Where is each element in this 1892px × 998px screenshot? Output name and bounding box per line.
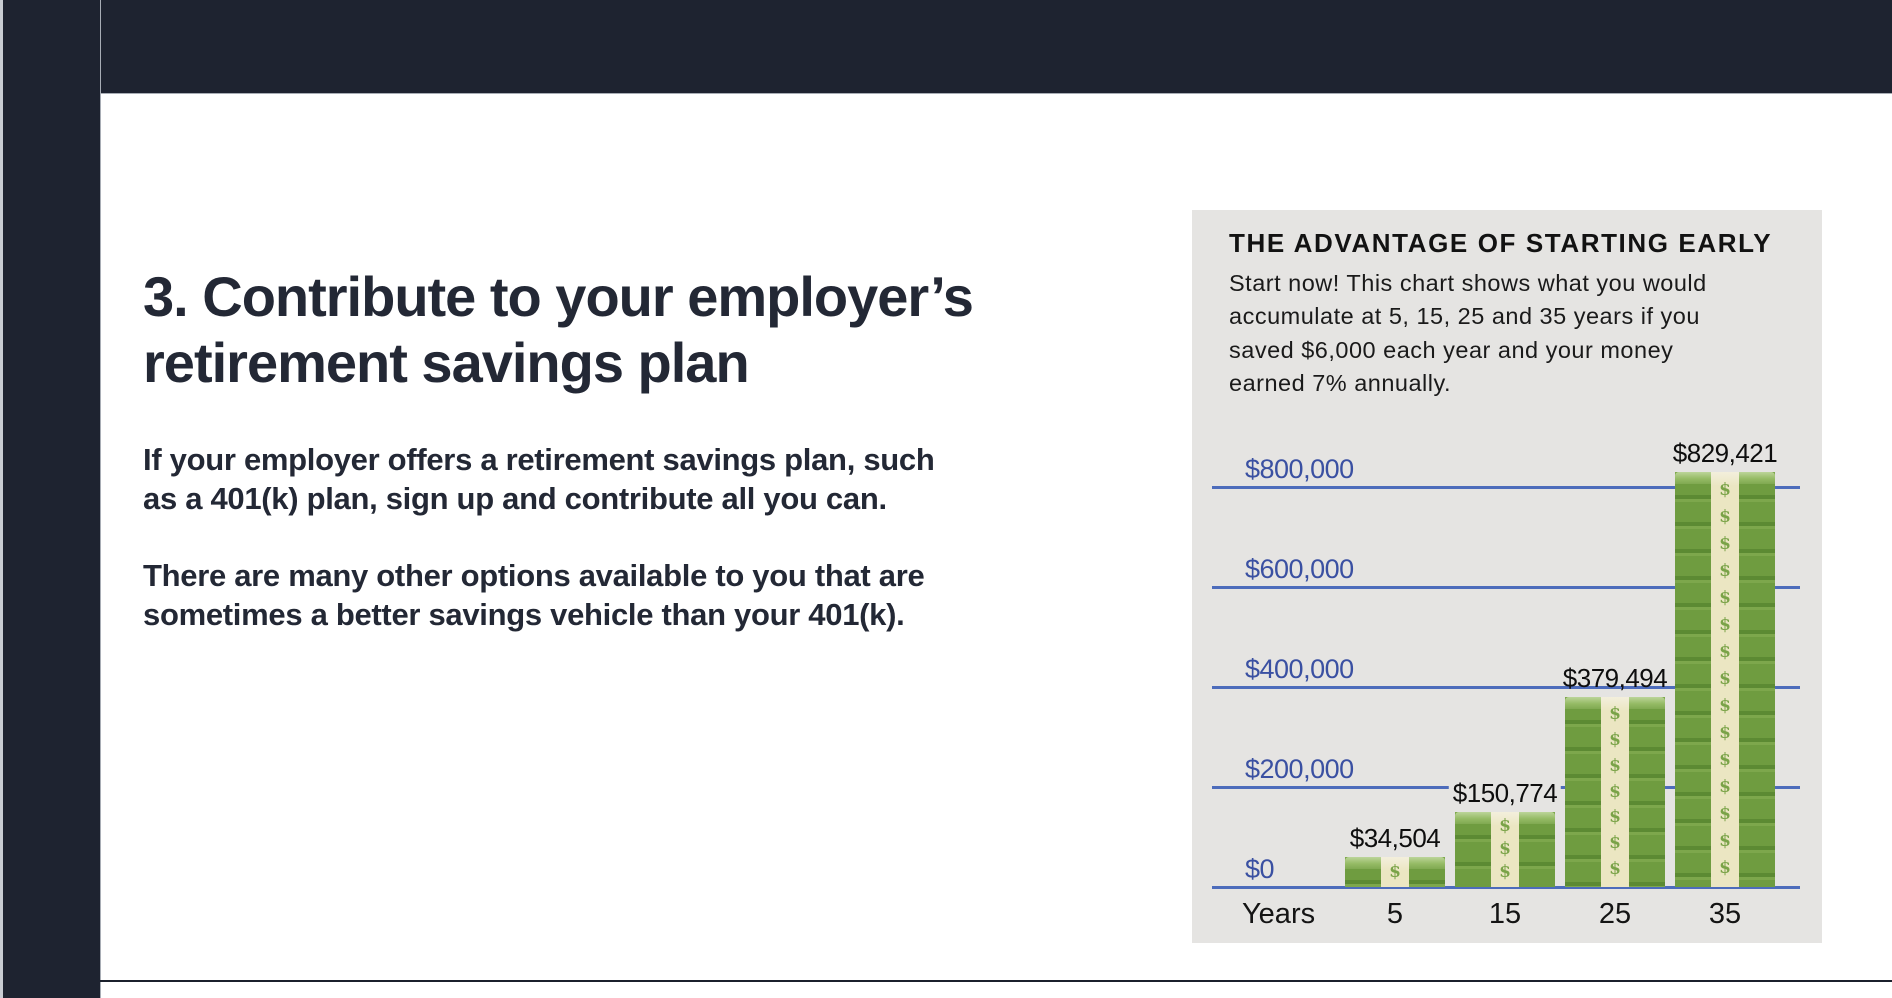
bar-value-label: $34,504: [1349, 823, 1441, 853]
left-navy-band: [3, 0, 101, 998]
chart-title: THE ADVANTAGE OF STARTING EARLY: [1229, 228, 1773, 258]
y-tick-label: $800,000: [1245, 454, 1354, 484]
text-line: accumulate at 5, 15, 25 and 35 years if you: [1229, 303, 1700, 330]
dollar-sign-icon: $: [1719, 642, 1731, 662]
text-line: as a 401(k) plan, sign up and contribute all you can.: [143, 481, 887, 516]
money-band: [1381, 857, 1409, 887]
body-paragraph-2: [143, 556, 1063, 634]
dollar-sign-icon: $: [1499, 839, 1511, 859]
dollar-sign-icon: $: [1609, 833, 1621, 854]
dollar-sign-icon: $: [1719, 480, 1731, 500]
y-tick-label: $0: [1245, 854, 1275, 884]
money-band: [1711, 472, 1739, 887]
money-stack-bar: [1565, 697, 1665, 887]
bar-value-label: $829,421: [1672, 438, 1778, 468]
dollar-sign-icon: $: [1609, 807, 1621, 828]
dollar-sign-icon: $: [1719, 831, 1731, 851]
dollar-sign-icon: $: [1719, 669, 1731, 689]
bar-value-label: $150,774: [1449, 778, 1561, 809]
dollar-sign-icon: $: [1719, 723, 1731, 743]
x-tick-label: 5: [1386, 898, 1404, 930]
dollar-sign-icon: $: [1719, 561, 1731, 581]
money-stack-bar: [1675, 472, 1775, 887]
dollar-sign-icon: $: [1499, 862, 1511, 882]
x-tick-label: 25: [1598, 898, 1632, 930]
text-line: retirement savings plan: [143, 331, 749, 394]
x-tick-label: 15: [1488, 898, 1522, 930]
dollar-sign-icon: $: [1719, 507, 1731, 527]
money-stack-bar: [1455, 812, 1555, 887]
dollar-sign-icon: $: [1719, 588, 1731, 608]
text-line: sometimes a better savings vehicle than your 401(k).: [143, 597, 905, 632]
y-tick-label: $400,000: [1245, 654, 1354, 684]
x-tick-label: 35: [1708, 898, 1742, 930]
dollar-sign-icon: $: [1719, 777, 1731, 797]
dollar-sign-icon: $: [1719, 750, 1731, 770]
chart-panel: [1192, 210, 1822, 943]
text-line: earned 7% annually.: [1229, 370, 1452, 397]
x-axis-title: Years: [1242, 898, 1316, 930]
y-tick-label: $600,000: [1245, 554, 1354, 584]
dollar-sign-icon: $: [1719, 615, 1731, 635]
dollar-sign-icon: $: [1499, 816, 1511, 836]
text-line: Start now! This chart shows what you would: [1229, 270, 1707, 296]
money-band: [1491, 812, 1519, 887]
text-line: If your employer offers a retirement savings plan, such: [143, 442, 935, 477]
dollar-sign-icon: $: [1609, 703, 1621, 724]
money-stack-bar: [1345, 857, 1445, 887]
bottom-divider-rule: [100, 980, 1892, 982]
dollar-sign-icon: $: [1719, 858, 1731, 878]
text-line: saved $6,000 each year and your money: [1229, 336, 1674, 363]
dollar-sign-icon: $: [1719, 696, 1731, 716]
dollar-sign-icon: $: [1609, 781, 1621, 802]
page-heading: [143, 264, 1103, 396]
bar-value-label: $379,494: [1562, 663, 1668, 693]
dollar-sign-icon: $: [1719, 804, 1731, 824]
text-line: 3. Contribute to your employer’s: [143, 265, 973, 328]
top-navy-band: [3, 0, 1892, 94]
text-line: There are many other options available to you that are: [143, 558, 925, 593]
dollar-sign-icon: $: [1609, 755, 1621, 776]
dollar-sign-icon: $: [1719, 534, 1731, 554]
dollar-sign-icon: $: [1609, 859, 1621, 880]
dollar-sign-icon: $: [1389, 861, 1401, 882]
y-tick-label: $200,000: [1245, 754, 1354, 784]
dollar-sign-icon: $: [1609, 729, 1621, 750]
body-paragraph-1: [143, 440, 1063, 518]
money-band: [1601, 697, 1629, 887]
chart-subtitle: [1229, 267, 1707, 401]
